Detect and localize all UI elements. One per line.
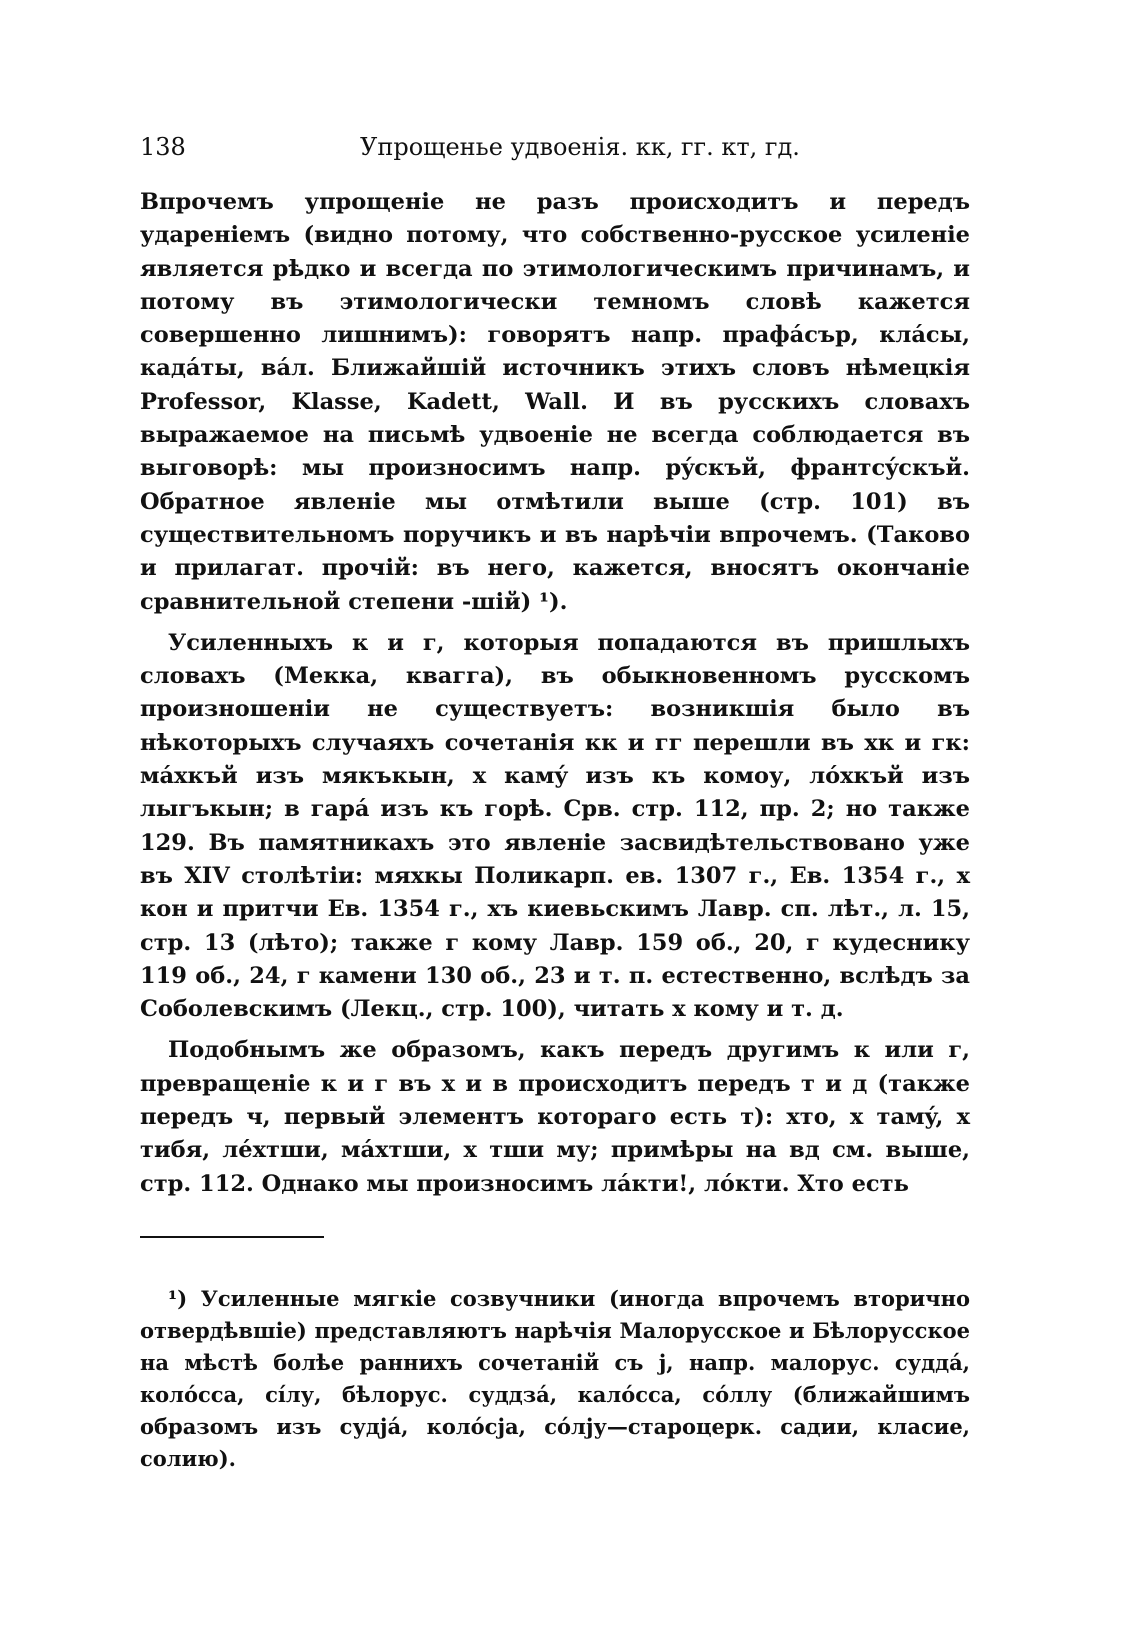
page-body <box>140 186 970 1209</box>
paragraph-3: Подобнымъ же образомъ, какъ передъ другимъ к или г, превращеніе к и г въ х и в происходитъ передъ т и д (также передъ ч, первый элементъ котораго есть т): хто, х тамý, х тибя, лéхтши, мáхтши, х тши му; примѣры на вд см. выше, стр. 112. Однако мы произносимъ лáкти!, лóкти. Хто есть <box>140 1037 970 1197</box>
page-number: 138 <box>140 133 186 161</box>
footnote: ¹) Усиленные мягкіе созвучники (иногда впрочемъ вторично отвердѣвшіе) представляютъ нарѣчія Малорусское и Бѣлорусское на мѣстѣ болѣе раннихъ сочетаній съ j, напр. малорус. суддá, колóсса, сíлу, бѣлорус. суддзá, калóсса, сóллу (ближайшимъ образомъ изъ судјá, колóсја, сóлју—староцерк. садии, класие, солию). <box>140 1286 970 1471</box>
footnote-rule <box>140 1236 324 1238</box>
running-head: Упрощенье удвоенія. кк, гг. кт, гд. <box>360 133 800 161</box>
paragraph-2: Усиленныхъ к и г, которыя попадаются въ пришлыхъ словахъ (Мекка, квагга), въ обыкновенномъ русскомъ произношеніи не существуетъ: возникшія было въ нѣкоторыхъ случаяхъ сочетанія кк и гг перешли въ хк и гк: мáхкъй изъ мякъкын, х камý изъ къ комоу, лóхкъй изъ лыгъкын; в гарá изъ къ горѣ. Срв. стр. 112, пр. 2; но также 129. Въ памятникахъ это явленіе засвидѣтельствовано уже въ XIV столѣтіи: мяхкы Поликарп. ев. 1307 г., Ев. 1354 г., х кон и притчи Ев. 1354 г., хъ киевьскимъ Лавр. сп. лѣт., л. 15, стр. 13 (лѣто); также г кому Лавр. 159 об., 20, г кудеснику 119 об., 24, г камени 130 об., 23 и т. п. естественно, вслѣдъ за Соболевскимъ (Лекц., стр. 100), читать х кому и т. д. <box>140 629 970 1023</box>
paragraph-1: Впрочемъ упрощеніе не разъ происходитъ и передъ удареніемъ (видно потому, что собственно-русское усиленіе является рѣдко и всегда по этимологическимъ причинамъ, и потому въ этимологически темномъ словѣ кажется совершенно лишнимъ): говорятъ напр. прафáсъp, клáсы, кадáты, вáл. Ближайшій источникъ этихъ словъ нѣмецкія Professor, Klasse, Kadett, Wall. И въ русскихъ словахъ выражаемое на письмѣ удвоеніе не всегда соблюдается въ выговорѣ: мы произносимъ напр. рýскъй, франтсýскъй. Обратное явленіе мы отмѣтили выше (стр. 101) въ существительномъ поручикъ и въ нарѣчіи впрочемъ. (Таково и прилагат. прочій: въ него, кажется, вносятъ окончаніе сравнительной степени -шій) ¹). <box>140 189 970 615</box>
